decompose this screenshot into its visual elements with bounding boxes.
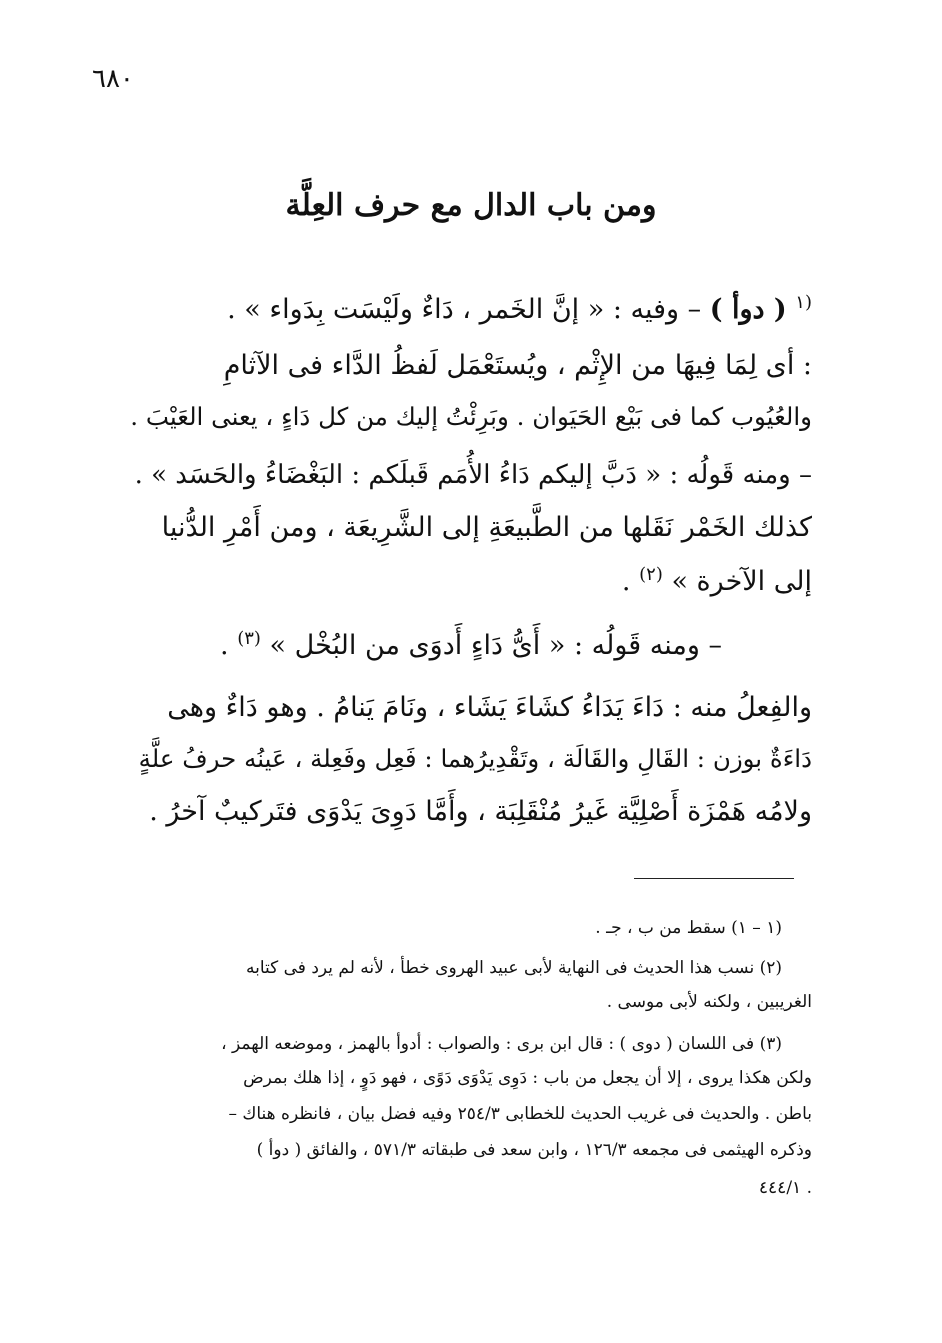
entry-line-3: والعُيُوب كما فى بَيْع الحَيَوان . وبَرِئْتُ إليك من كل دَاءٍ ، يعنى العَيْبَ .: [130, 402, 812, 431]
entry-line-7: [130, 628, 812, 661]
footnote-3-line-4: وذكره الهيثمى فى مجمعه ١٢٦/٣ ، وابن سعد فى طبقاته ٥٧١/٣ ، والفائق ( دوأ ): [256, 1140, 812, 1160]
entry-line-6: [130, 564, 812, 597]
footnote-ref-2: (٢): [639, 564, 663, 585]
footnote-1: (١ – ١) سقط من ب ، جـ .: [595, 918, 782, 938]
footnote-3-line-2: ولكن هكذا يروى ، إلا أن يجعل من باب : دَوِى يَدْوَى دَوًى ، فهو دَوٍ ، إذا هلك بمرض: [243, 1068, 812, 1088]
entry-line-9: دَاءَةٌ بوزن : القَالِ والقَالَة ، وتَقْدِيرُهما : فَعِل وفَعِلة ، عَينُه حرفُ علَّةٍ: [138, 744, 812, 773]
footnote-3-line-1: (٣) فى اللسان ( دوى ) : قال ابن برى : والصواب : أدوأ بالهمز ، وموضعه الهمز ،: [221, 1034, 782, 1054]
footnote-rule: [634, 878, 794, 879]
footnote-ref-3: (٣): [237, 628, 261, 649]
entry-line-10: ولامُه هَمْزَة أَصْلِيَّة غَيرُ مُنْقَلِبَة ، وأَمَّا دَوِىَ يَدْوَى فتَركيبٌ آخرُ .: [149, 796, 812, 827]
footnote-2-line-2: الغريبين ، ولكنه لأبى موسى .: [606, 992, 812, 1012]
entry-line-7-text: – ومنه قَولُه : « أَىُّ دَاءٍ أَدوَى من البُخْل »: [269, 630, 722, 661]
entry-line-6-end: .: [621, 566, 631, 597]
entry-line-7-end: .: [220, 630, 229, 661]
section-heading: ومن باب الدال مع حرف العِلَّة: [285, 188, 657, 223]
entry-line-8: والفِعلُ منه : دَاءَ يَدَاءُ كشَاءَ يَشَاء ، ونَامَ يَنامُ . وهو دَاءٌ وهى: [167, 692, 812, 723]
footnote-2-line-1: (٢) نسب هذا الحديث فى النهاية لأبى عبيد الهروى خطأ ، لأنه لم يرد فى كتابه: [245, 958, 782, 978]
entry-line-4: – ومنه قَولُه : « دَبَّ إليكم دَاءُ الأُمَم قَبلَكم : البَغْضَاءُ والحَسَد » .: [134, 460, 812, 490]
page-number: ٦٨٠: [92, 64, 134, 94]
entry-line-1: [130, 292, 812, 325]
headword: ( دوأ ): [709, 294, 787, 325]
entry-line-6-text: إلى الآخرة »: [671, 566, 812, 597]
footnote-3-line-5: . ٤٤٤/١: [758, 1178, 812, 1198]
footnote-3-line-3: باطن . والحديث فى غريب الحديث للخطابى ٢٥٤/٣ وفيه فضل بيان ، فانظره هناك –: [228, 1104, 812, 1124]
entry-line-5: كذلك الخَمْر نَقَلها من الطَّبيعَةِ إلى الشَّرِيعَة ، ومن أَمْرِ الدُّنيا: [161, 512, 812, 543]
footnote-marker: (١: [795, 292, 812, 313]
entry-line-1-text: – وفيه : « إنَّ الخَمر ، دَاءٌ ولَيْسَت بِدَواء » .: [227, 294, 702, 325]
entry-line-2: : أى لِمَا فِيهَا من الإِثْم ، ويُستَعْمَل لَفظُ الدَّاء فى الآثامِ: [223, 350, 812, 381]
